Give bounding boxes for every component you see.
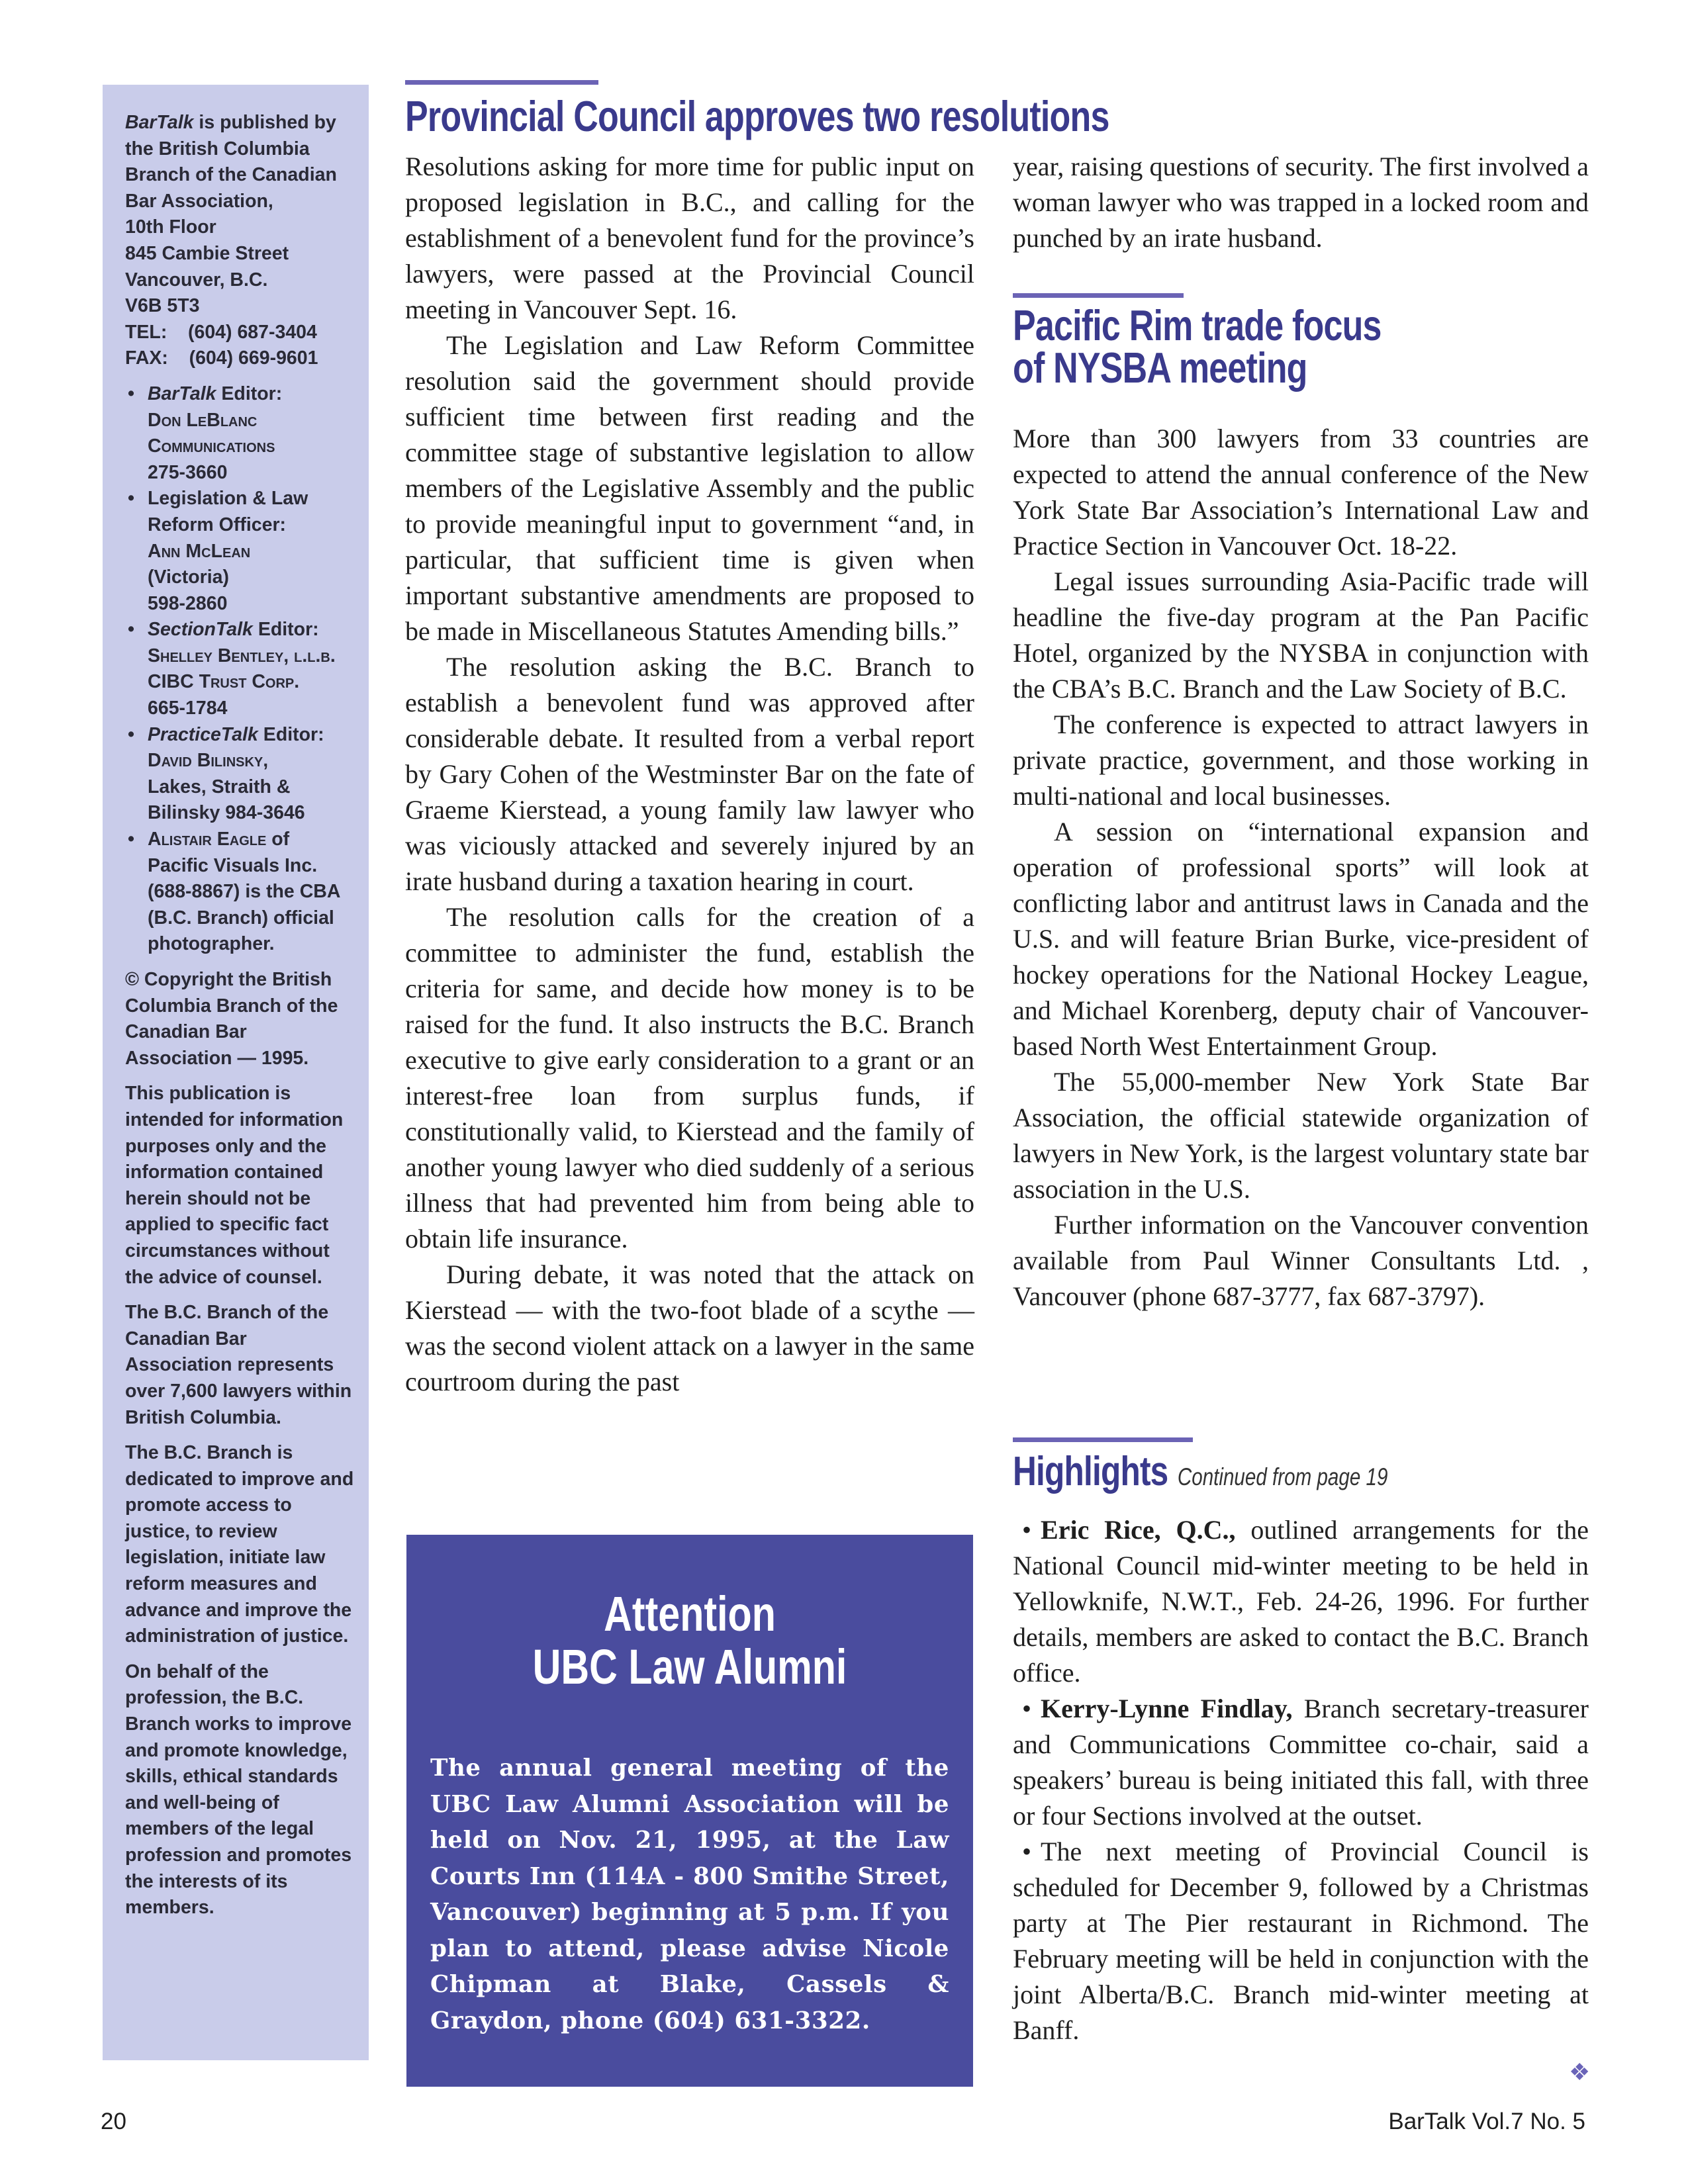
membership-statement: The B.C. Branch of the Canadian Bar Association represents over 7,600 lawyers within British Columbia.: [125, 1302, 352, 1428]
fax: FAX: (604) 669-9601: [125, 347, 318, 369]
paragraph: The conference is expected to attract lawyers in private practice, government, and those working in multi-national and local businesses.: [1013, 709, 1589, 811]
address-line: 845 Cambie Street: [125, 242, 289, 264]
paragraph: The resolution calls for the creation of a committee to administer the fund, establish the criteria for same, and decide how money is to be raised for the fund. It also instructs the B.C. Branch executive to give early consideration to a grant or an interest-free loan from surplus funds, if constitutionally valid, to Kierstead and the family of another young lawyer who died suddenly of a serious illness that had prevented him from being able to obtain life insurance.: [405, 902, 974, 1253]
headline-rule: [1013, 293, 1184, 298]
paragraph: Resolutions asking for more time for public input on proposed legislation in B.C., and calling for the establishment of a benevolent fund for the province’s lawyers, were passed at the Provincial Council meeting in Vancouver Sept. 16.: [405, 152, 974, 324]
attention-title: Attention UBC Law Alumni: [532, 1586, 847, 1694]
behalf-statement: On behalf of the profession, the B.C. Branch works to improve and promote knowledge, skills, ethical standards and well-being of members of the legal profession and promotes the interests of its members.: [125, 1661, 352, 1919]
masthead-sidebar: [103, 85, 369, 2060]
continued-note: Continued from page 19: [1177, 1463, 1388, 1490]
address-line: V6B 5T3: [125, 295, 200, 317]
headline-rule: [405, 80, 598, 85]
article-main-column: [405, 149, 974, 1400]
list-item: • The next meeting of Provincial Council is scheduled for December 9, followed by a Christmas party at The Pier restaurant in Richmond. The February meeting will be held in conjunction with the joint Alberta/B.C. Branch mid-winter meeting at Banff.: [1013, 1837, 1589, 2045]
editor-item: • BarTalk Editor: Don LeBlanc Communications 275-3660: [125, 381, 354, 486]
page-number: 20: [101, 2109, 126, 2134]
headline-rule: [1013, 1437, 1193, 1442]
pacific-rim-headline: Pacific Rim trade focus of NYSBA meeting: [1013, 301, 1382, 392]
article-main-continuation: [1013, 149, 1589, 256]
photographer-item: • Alistair Eagle of Pacific Visuals Inc. (688-8867) is the CBA (B.C. Branch) official photographer.: [125, 827, 354, 958]
publication-name: BarTalk: [125, 112, 194, 133]
address-line: 10th Floor: [125, 216, 216, 238]
attention-box: [406, 1535, 973, 2087]
disclaimer: This publication is intended for information purposes only and the information contained herein should not be applied to specific fact circumstances without the advice of counsel.: [125, 1083, 344, 1288]
highlights-headline: Highlights Continued from page 19: [1013, 1449, 1388, 1494]
page-title: Provincial Council approves two resolutions: [405, 92, 1109, 140]
paragraph: The 55,000-member New York State Bar Association, the official statewide organization of lawyers in New York, is the largest voluntary state bar association in the U.S.: [1013, 1067, 1589, 1204]
end-of-article-icon: ❖: [1569, 2059, 1591, 2085]
pacific-rim-article: [1013, 421, 1589, 1314]
bullet-icon: •: [1022, 1837, 1032, 1866]
paragraph: year, raising questions of security. The first involved a woman lawyer who was trapped in a locked room and punched by an irate husband.: [1013, 152, 1589, 253]
paragraph: The Legislation and Law Reform Committee resolution said the government should provide sufficient time between first reading and the committee stage of substantive legislation to allow members of the Legislative Assembly and the public to provide meaningful input to government “and, in particular, that sufficient time is given when important substantive amendments are proposed to be made in Miscellaneous Statutes Amending bills.”: [405, 330, 974, 646]
paragraph: Legal issues surrounding Asia-Pacific trade will headline the five-day program at the Pan Pacific Hotel, organized by the NYSBA in conjunction with the CBA’s B.C. Branch and the Law Society of B.C.: [1013, 567, 1589, 704]
paragraph: A session on “international expansion and operation of professional sports” will look at conflicting labor and antitrust laws in Canada and the U.S. and will feature Brian Burke, vice-president of hockey operations for the National Hockey League, and Michael Korenberg, deputy chair of Vancouver-based North West Entertainment Group.: [1013, 817, 1589, 1061]
address-line: Vancouver, B.C.: [125, 269, 268, 291]
copyright-notice: © Copyright the British Columbia Branch of the Canadian Bar Association — 1995.: [125, 969, 338, 1069]
editor-list: [125, 381, 354, 958]
paragraph: During debate, it was noted that the attack on Kierstead — with the two-foot blade of a scythe — was the second violent attack on a lawyer in the same courtroom during the past: [405, 1259, 974, 1396]
paragraph: The resolution asking the B.C. Branch to establish a benevolent fund was approved after considerable debate. It resulted from a verbal report by Gary Cohen of the Westminster Bar on the fate of Graeme Kierstead, a young family law lawyer who was viciously attacked and severely injured by an irate husband during a taxation hearing in court.: [405, 652, 974, 896]
attention-body: The annual general meeting of the UBC Law Alumni Association will be held on Nov. 21, 1995, at the Law Courts Inn (114A - 800 Smithe Street, Vancouver) beginning at 5 p.m. If you plan to attend, please advise Nicole Chipman at Blake, Cassels & Graydon, phone (604) 631-3322.: [430, 1754, 949, 2034]
bullet-icon: •: [1022, 1515, 1032, 1545]
list-item: • Eric Rice, Q.C., outlined arrangements for the National Council mid-winter meeting to be held in Yellowknife, N.W.T., Feb. 24-26, 1996. For further details, members are asked to contact the B.C. Branch office.: [1013, 1515, 1589, 1688]
editor-item: • PracticeTalk Editor: David Bilinsky, Lakes, Straith & Bilinsky 984-3646: [125, 722, 354, 827]
publisher-info: BarTalk is published by the British Columbia Branch of the Canadian Bar Association, 10th Floor 845 Cambie Street Vancouver, B.C. V6B 5T3 TEL: (604) 687-3404 FAX: (604) 669-9601: [125, 112, 337, 369]
mission-statement: The B.C. Branch is dedicated to improve and promote access to justice, to review legislation, initiate law reform measures and advance and improve the administration of justice.: [125, 1442, 354, 1647]
telephone: TEL: (604) 687-3404: [125, 321, 317, 343]
paragraph: More than 300 lawyers from 33 countries are expected to attend the annual conference of the New York State Bar Association’s International Law and Practice Section in Vancouver Oct. 18-22.: [1013, 424, 1589, 561]
highlights-list: [1013, 1512, 1589, 2048]
list-item: • Kerry-Lynne Findlay, Branch secretary-treasurer and Communications Committee co-chair, said a speakers’ bureau is being initiated this fall, with three or four Sections involved at the outset.: [1013, 1694, 1589, 1831]
paragraph: Further information on the Vancouver convention available from Paul Winner Consultants Ltd. , Vancouver (phone 687-3777, fax 687-3797).: [1013, 1210, 1589, 1311]
editor-item: • SectionTalk Editor: Shelley Bentley, l.l.b. CIBC Trust Corp. 665-1784: [125, 617, 354, 721]
bullet-icon: •: [1022, 1694, 1032, 1723]
editor-item: • Legislation & Law Reform Officer: Ann McLean (Victoria) 598-2860: [125, 486, 354, 617]
issue-label: BarTalk Vol.7 No. 5: [1388, 2109, 1585, 2134]
